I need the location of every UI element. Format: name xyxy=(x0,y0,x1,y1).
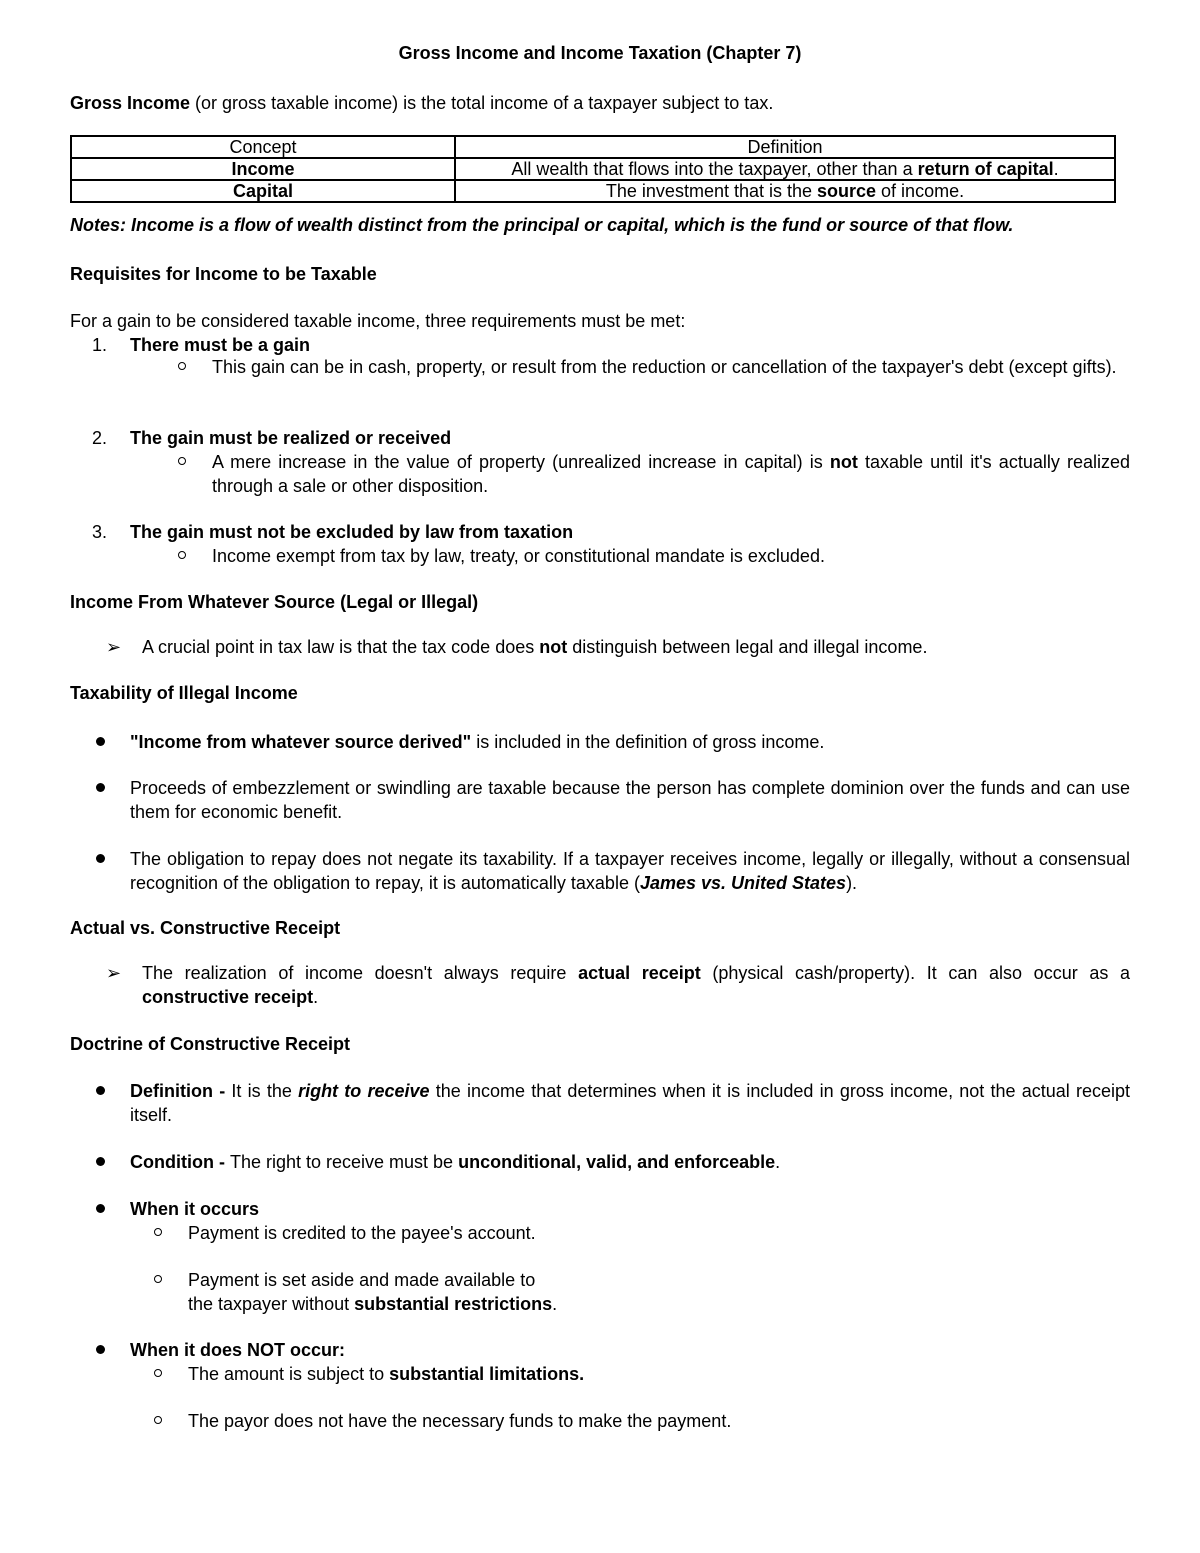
illegal-bullet-text: "Income from whatever source derived" is included in the definition of gross income. xyxy=(130,732,825,752)
concept-table xyxy=(70,135,1116,203)
circle-bullet-icon xyxy=(154,1228,162,1236)
circle-bullet-icon xyxy=(178,457,186,465)
circle-bullet-icon xyxy=(154,1369,162,1377)
table-header-concept: Concept xyxy=(71,136,455,158)
list-number: 3. xyxy=(92,522,108,542)
section-heading-doctrine: Doctrine of Constructive Receipt xyxy=(70,1034,351,1054)
whatever-source-text: A crucial point in tax law is that the tax code does not distinguish between legal and illegal income. xyxy=(142,637,928,657)
bullet-icon xyxy=(96,1157,105,1166)
doctrine-not-occurs-item: The payor does not have the necessary funds to make the payment. xyxy=(188,1411,732,1431)
arrow-bullet-icon: ➢ xyxy=(106,963,122,983)
list-number: 1. xyxy=(92,335,108,355)
bullet-icon xyxy=(96,1345,105,1354)
doctrine-definition: Definition - It is the right to receive the income that determines when it is included in gross income, not the actual receipt itself. xyxy=(130,1081,1131,1125)
doctrine-not-occurs-item: The amount is subject to substantial limitations. xyxy=(188,1364,585,1384)
requisite-title: There must be a gain xyxy=(130,335,311,355)
bullet-icon xyxy=(96,1204,105,1213)
circle-bullet-icon xyxy=(154,1275,162,1283)
table-row xyxy=(71,180,1115,202)
requisite-detail: This gain can be in cash, property, or result from the reduction or cancellation of the taxpayer's debt (except gifts). xyxy=(212,357,1117,377)
doctrine-occurs-item-cont: the taxpayer without substantial restrictions. xyxy=(188,1294,558,1314)
requisite-detail: A mere increase in the value of property (unrealized increase in capital) is not taxable until it's actually realized through a sale or other disposition. xyxy=(212,452,1130,496)
bullet-icon xyxy=(96,1086,105,1095)
illegal-bullet-text: The obligation to repay does not negate its taxability. If a taxpayer receives income, legally or illegally, without a consensual recognition of the obligation to repay, it is automatically taxable (James vs. United States). xyxy=(130,849,1130,893)
table-row xyxy=(71,158,1115,180)
doctrine-occurs-item: Payment is set aside and made available to xyxy=(188,1270,536,1290)
arrow-bullet-icon: ➢ xyxy=(106,637,122,657)
actual-receipt-text: The realization of income doesn't always require actual receipt (physical cash/property). It can also occur as a constructive receipt. xyxy=(142,963,1130,1007)
doctrine-occurs-item: Payment is credited to the payee's account. xyxy=(188,1223,536,1243)
intro-term: Gross Income xyxy=(70,93,191,113)
table-header-row xyxy=(71,136,1115,158)
illegal-bullet-text: Proceeds of embezzlement or swindling are taxable because the person has complete dominion over the funds and can use them for economic benefit. xyxy=(130,778,1130,822)
section-heading-requisites: Requisites for Income to be Taxable xyxy=(70,264,377,284)
doctrine-occurs-label: When it occurs xyxy=(130,1199,260,1219)
section-heading-actual-vs-constructive: Actual vs. Constructive Receipt xyxy=(70,918,341,938)
circle-bullet-icon xyxy=(178,362,186,370)
table-cell-concept: Capital xyxy=(71,180,455,202)
circle-bullet-icon xyxy=(154,1416,162,1424)
doctrine-not-occurs-label: When it does NOT occur: xyxy=(130,1340,346,1360)
bullet-icon xyxy=(96,737,105,746)
bullet-icon xyxy=(96,783,105,792)
list-number: 2. xyxy=(92,428,108,448)
page-title: Gross Income and Income Taxation (Chapter 7) xyxy=(398,43,802,63)
requisite-title: The gain must not be excluded by law from taxation xyxy=(130,522,574,542)
requisite-title: The gain must be realized or received xyxy=(130,428,452,448)
table-header-definition: Definition xyxy=(455,136,1115,158)
table-cell-definition: All wealth that flows into the taxpayer, other than a return of capital. xyxy=(455,158,1115,180)
table-cell-definition: The investment that is the source of income. xyxy=(455,180,1115,202)
requisite-detail: Income exempt from tax by law, treaty, or constitutional mandate is excluded. xyxy=(212,546,825,566)
requisites-lead: For a gain to be considered taxable income, three requirements must be met: xyxy=(70,311,686,331)
section-heading-illegal-income: Taxability of Illegal Income xyxy=(70,683,298,703)
bullet-icon xyxy=(96,854,105,863)
section-heading-whatever-source: Income From Whatever Source (Legal or Illegal) xyxy=(70,592,479,612)
table-cell-concept: Income xyxy=(71,158,455,180)
intro-text: (or gross taxable income) is the total income of a taxpayer subject to tax. xyxy=(190,93,774,113)
notes-text: Notes: Income is a flow of wealth distinct from the principal or capital, which is the fund or source of that flow. xyxy=(70,215,1014,235)
circle-bullet-icon xyxy=(178,551,186,559)
doctrine-condition: Condition - The right to receive must be unconditional, valid, and enforceable. xyxy=(130,1152,781,1172)
intro-paragraph xyxy=(70,91,773,115)
